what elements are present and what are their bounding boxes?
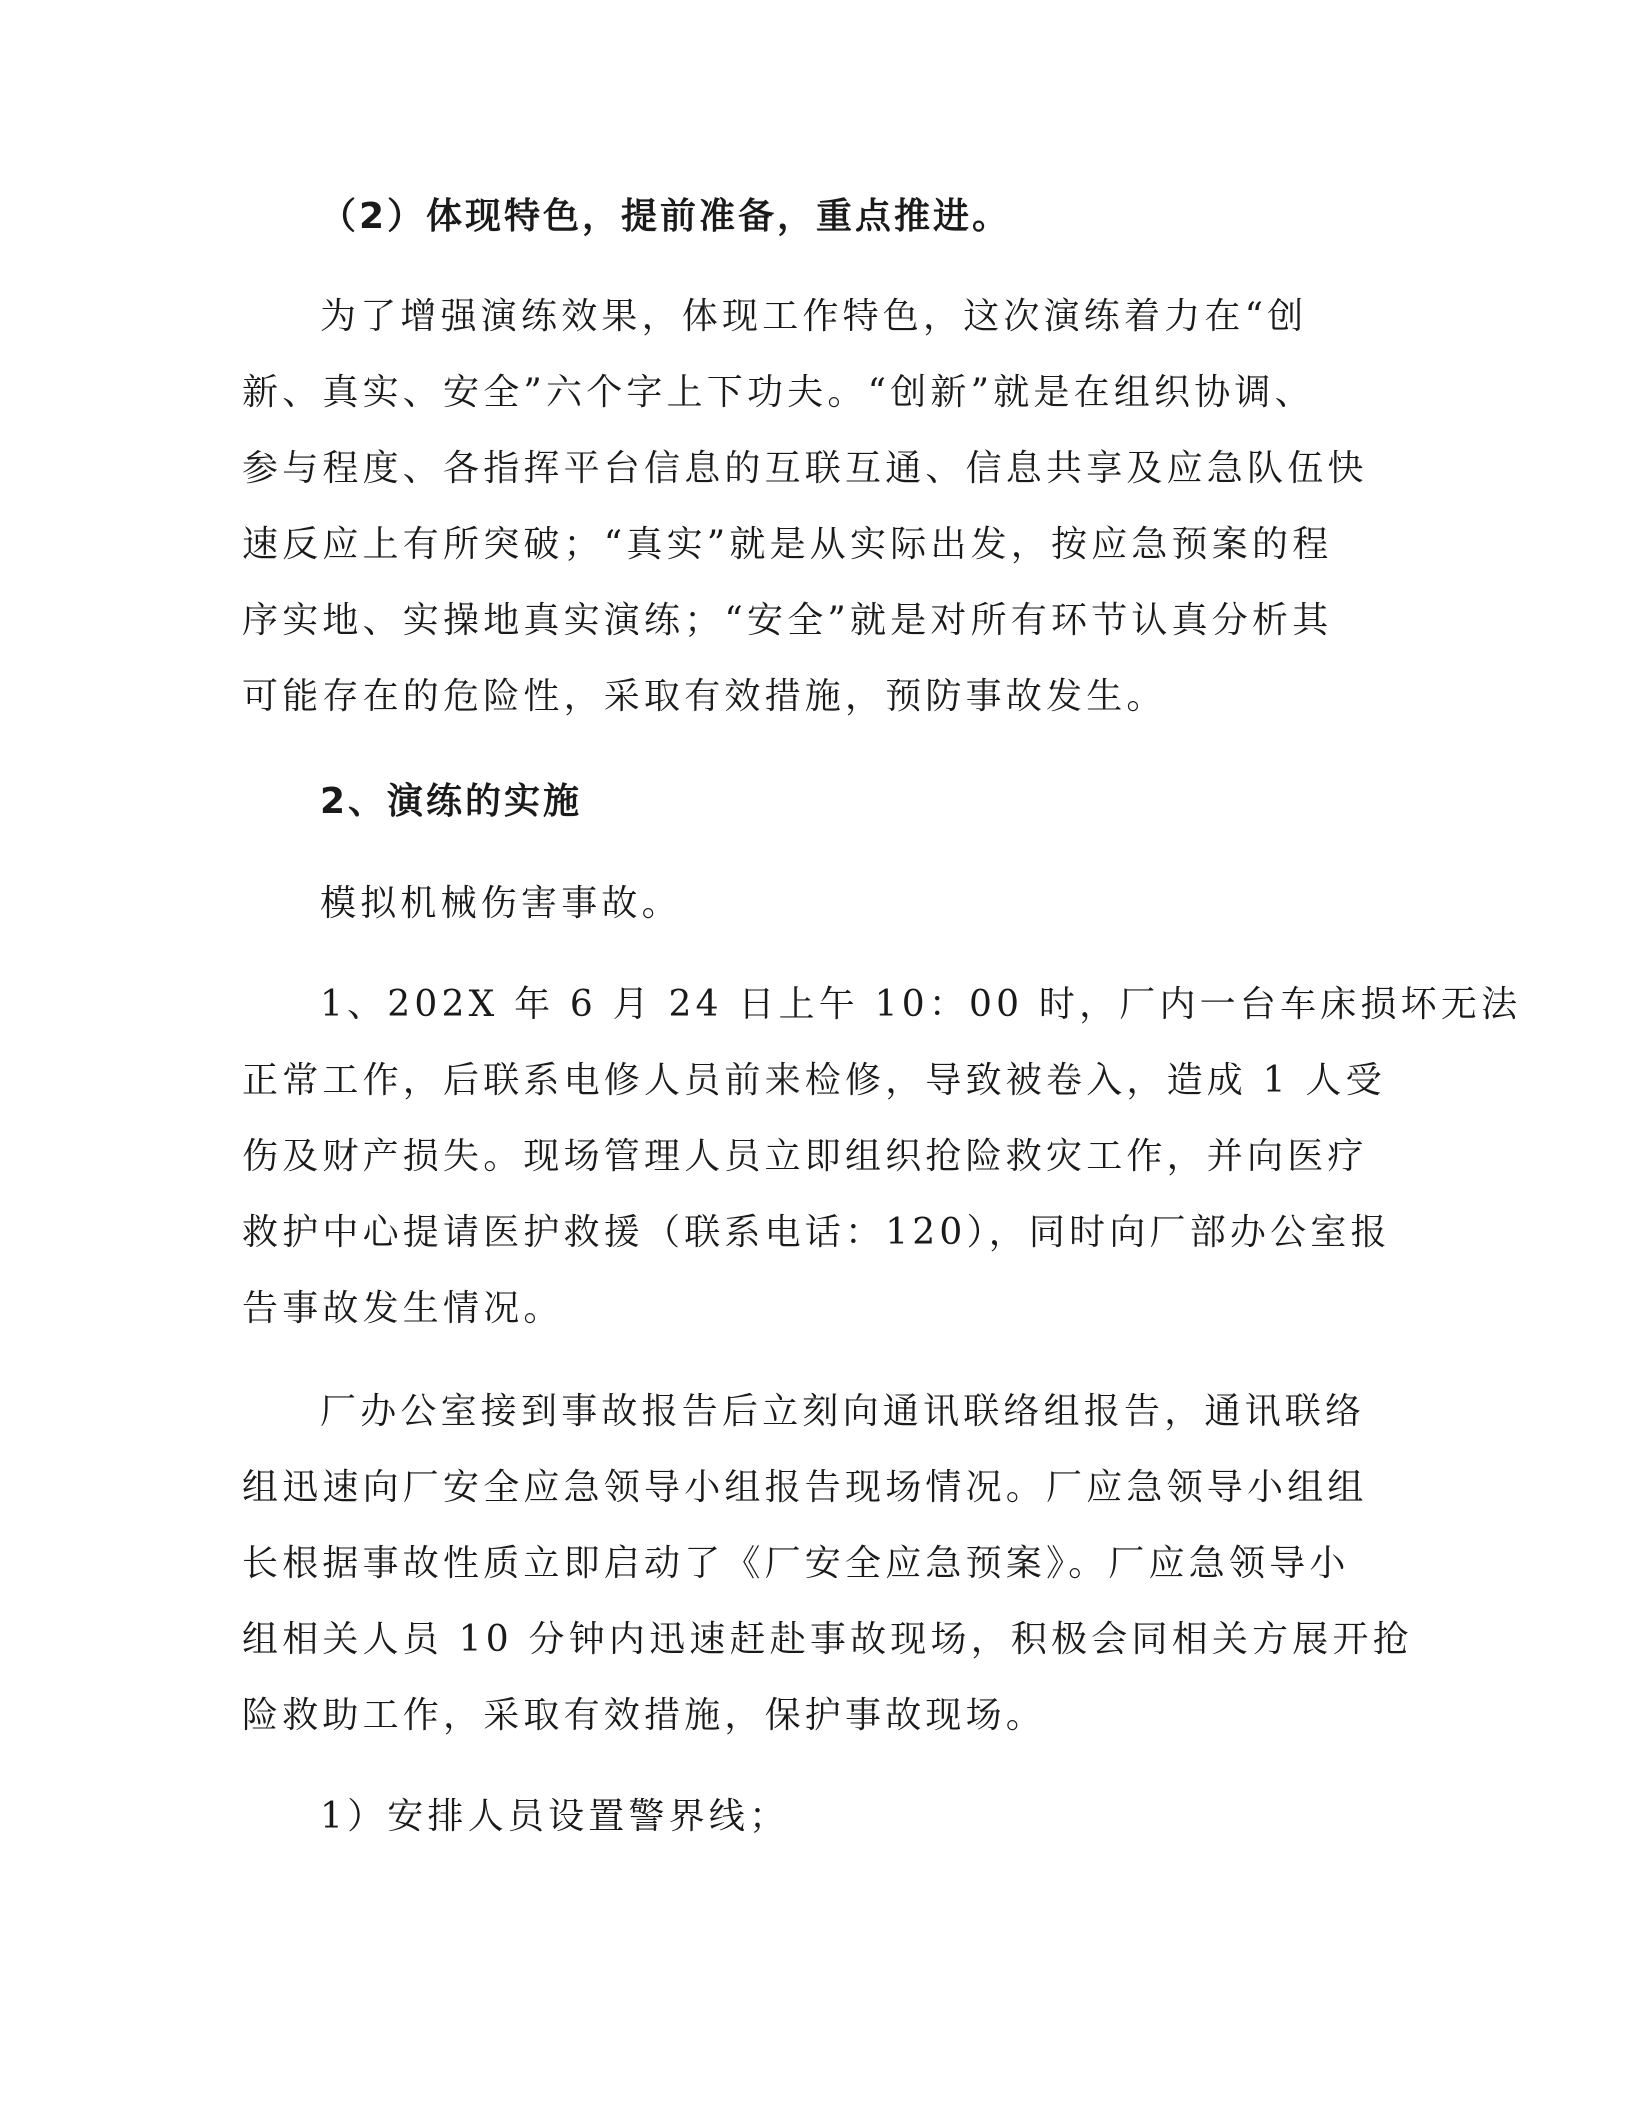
paragraph-line: 告事故发生情况。 [242, 1288, 564, 1329]
section-heading: （2）体现特色，提前准备，重点推进。 [320, 196, 1012, 237]
paragraph-line: 组相关人员 10 分钟内迅速赶赴事故现场，积极会同相关方展开抢 [242, 1619, 1413, 1660]
paragraph-line: 参与程度、各指挥平台信息的互联互通、信息共享及应急队伍快 [242, 448, 1368, 489]
paragraph-line: 厂办公室接到事故报告后立刻向通讯联络组报告，通讯联络 [320, 1391, 1366, 1432]
paragraph-line: 长根据事故性质立即启动了《厂安全应急预案》。厂应急领导小 [242, 1543, 1350, 1584]
paragraph-line: 速反应上有所突破；“真实”就是从实际出发，按应急预案的程 [242, 524, 1333, 565]
paragraph-line: 险救助工作，采取有效措施，保护事故现场。 [242, 1695, 1047, 1736]
paragraph-line: 正常工作，后联系电修人员前来检修，导致被卷入，造成 1 人受 [242, 1060, 1386, 1101]
paragraph-line: 1、202X 年 6 月 24 日上午 10：00 时，厂内一台车床损坏无法 [320, 984, 1522, 1025]
paragraph-line: 新、真实、安全”六个字上下功夫。“创新”就是在组织协调、 [242, 372, 1315, 413]
paragraph-line: 救护中心提请医护救援（联系电话：120），同时向厂部办公室报 [242, 1212, 1391, 1253]
paragraph-line: 模拟机械伤害事故。 [320, 883, 682, 924]
paragraph-line: 可能存在的危险性，采取有效措施，预防事故发生。 [242, 676, 1167, 717]
paragraph-line: 1）安排人员设置警界线； [320, 1796, 790, 1837]
paragraph-line: 伤及财产损失。现场管理人员立即组织抢险救灾工作，并向医疗 [242, 1136, 1368, 1177]
paragraph-line: 组迅速向厂安全应急领导小组报告现场情况。厂应急领导小组组 [242, 1467, 1368, 1508]
paragraph-line: 为了增强演练效果，体现工作特色，这次演练着力在“创 [320, 296, 1308, 337]
subsection-heading: 2、演练的实施 [320, 781, 583, 822]
paragraph-line: 序实地、实操地真实演练；“安全”就是对所有环节认真分析其 [242, 600, 1333, 641]
